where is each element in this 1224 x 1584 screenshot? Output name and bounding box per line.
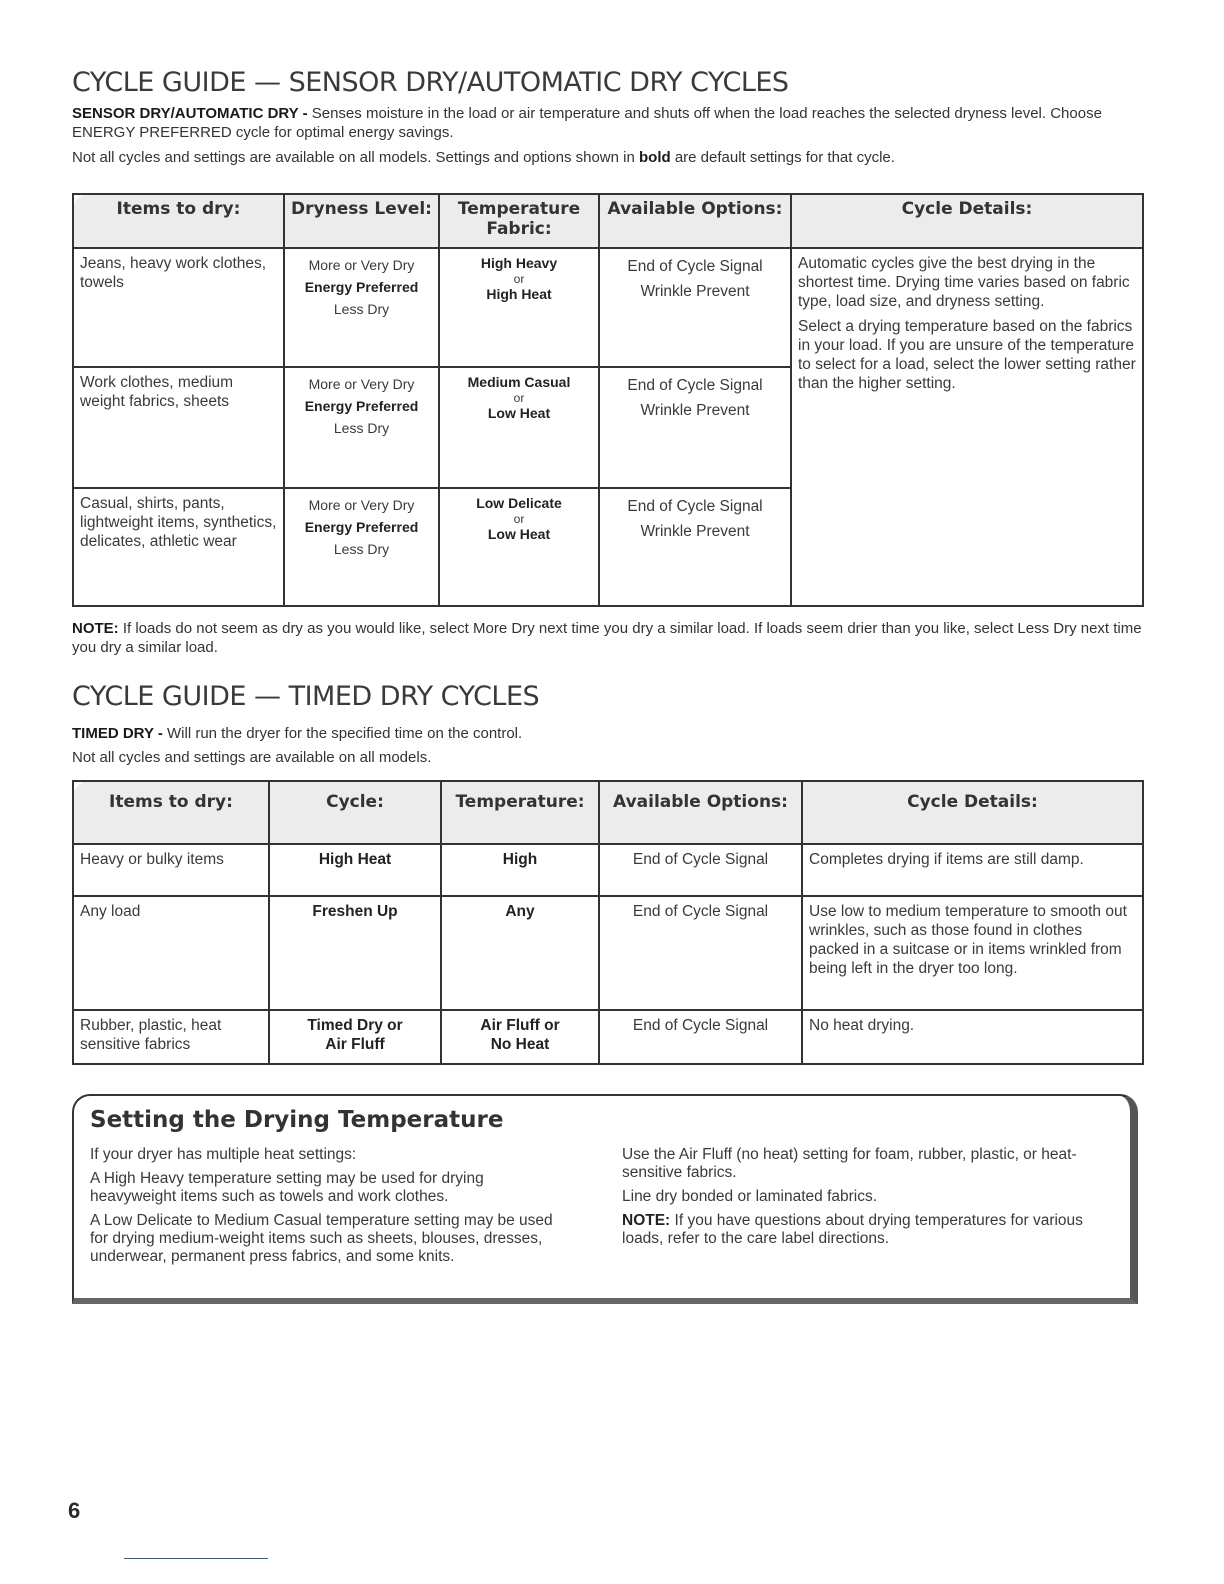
- items-cell: Jeans, heavy work clothes, towels: [73, 248, 284, 367]
- temp-heat: Low Heat: [487, 405, 551, 421]
- callout-note-label: NOTE:: [622, 1212, 671, 1229]
- temp-or: or: [513, 272, 525, 286]
- table-header-row: [73, 781, 1143, 844]
- sensor-dry-title: CYCLE GUIDE — SENSOR DRY/AUTOMATIC DRY CYCLES: [72, 67, 789, 98]
- temp-fabric: Low Delicate: [476, 495, 562, 511]
- callout-paragraph: Line dry bonded or laminated fabrics.: [622, 1188, 878, 1205]
- callout-left-column: [90, 1146, 570, 1272]
- dryness-less: Less Dry: [333, 420, 390, 436]
- header-options: Available Options:: [599, 781, 802, 844]
- dryness-cell: [284, 248, 439, 367]
- note-text-post: are default settings for that cycle.: [670, 149, 895, 166]
- temp-heat: Low Heat: [487, 526, 551, 542]
- options-cell: End of Cycle Signal: [599, 1010, 802, 1064]
- footer-divider: [124, 1558, 268, 1559]
- details-cell: No heat drying.: [802, 1010, 1143, 1064]
- option-wrinkle: Wrinkle Prevent: [640, 283, 750, 300]
- temp-heat: High Heat: [486, 286, 552, 302]
- temperature-cell: High: [441, 844, 599, 896]
- options-cell: [599, 488, 791, 606]
- details-paragraph-2: Select a drying temperature based on the fabrics in your load. If you are unsure of the temperature to select for a load, select the lower setting rather than the higher setting.: [798, 318, 1136, 392]
- option-wrinkle: Wrinkle Prevent: [640, 523, 750, 540]
- option-wrinkle: Wrinkle Prevent: [640, 402, 750, 419]
- timed-dry-intro-text: Will run the dryer for the specified time on the control.: [162, 725, 523, 742]
- dryness-more: More or Very Dry: [308, 497, 415, 513]
- header-cycle: Cycle:: [269, 781, 441, 844]
- items-cell: Casual, shirts, pants, lightweight items, synthetics, delicates, athletic wear: [73, 488, 284, 606]
- dryness-default: Energy Preferred: [304, 519, 419, 535]
- details-paragraph-1: Automatic cycles give the best drying in the shortest time. Drying time varies based on fabric type, load size, and dryness setting.: [798, 255, 1130, 310]
- temperature-cell: [439, 488, 599, 606]
- dryness-cell: [284, 367, 439, 488]
- items-cell: Heavy or bulky items: [73, 844, 269, 896]
- cycle-cell: Timed Dry or Air Fluff: [269, 1010, 441, 1064]
- details-cell: Completes drying if items are still damp.: [802, 844, 1143, 896]
- timed-dry-table: [72, 780, 1144, 1065]
- timed-dry-intro-label: TIMED DRY -: [72, 725, 163, 742]
- timed-dry-intro: [72, 724, 1142, 743]
- callout-note-text: If you have questions about drying temperatures for various loads, refer to the care label directions.: [622, 1212, 1083, 1247]
- header-options: Available Options:: [599, 194, 791, 248]
- dryness-default: Energy Preferred: [304, 279, 419, 295]
- dryness-more: More or Very Dry: [308, 257, 415, 273]
- drying-temperature-callout: [72, 1094, 1138, 1304]
- header-temperature: Temperature:: [441, 781, 599, 844]
- note-label: NOTE:: [72, 620, 119, 637]
- timed-dry-title: CYCLE GUIDE — TIMED DRY CYCLES: [72, 681, 540, 712]
- table-row: [73, 1010, 1143, 1064]
- callout-paragraph: Use the Air Fluff (no heat) setting for foam, rubber, plastic, or heat-sensitive fabrics.: [622, 1146, 1077, 1181]
- option-signal: End of Cycle Signal: [627, 498, 763, 515]
- cycle-cell: High Heat: [269, 844, 441, 896]
- temperature-cell: Air Fluff or No Heat: [441, 1010, 599, 1064]
- option-signal: End of Cycle Signal: [627, 258, 763, 275]
- items-cell: Rubber, plastic, heat sensitive fabrics: [73, 1010, 269, 1064]
- sensor-dry-intro: [72, 104, 1142, 142]
- table-row: [73, 844, 1143, 896]
- table-row: [73, 248, 1143, 367]
- temp-or: or: [513, 391, 525, 405]
- items-cell: Work clothes, medium weight fabrics, sheets: [73, 367, 284, 488]
- callout-paragraph: A High Heavy temperature setting may be used for drying heavyweight items such as towels and work clothes.: [90, 1170, 484, 1205]
- header-dryness: Dryness Level:: [284, 194, 439, 248]
- header-items: Items to dry:: [73, 781, 269, 844]
- options-cell: End of Cycle Signal: [599, 896, 802, 1010]
- table-row: [73, 896, 1143, 1010]
- dryness-less: Less Dry: [333, 301, 390, 317]
- note-text-pre: Not all cycles and settings are available on all models. Settings and options shown in: [72, 149, 639, 166]
- timed-dry-availability-note: Not all cycles and settings are available on all models.: [72, 749, 432, 766]
- options-cell: [599, 248, 791, 367]
- table-header-row: [73, 194, 1143, 248]
- temperature-cell: Any: [441, 896, 599, 1010]
- option-signal: End of Cycle Signal: [627, 377, 763, 394]
- dryness-more: More or Very Dry: [308, 376, 415, 392]
- sensor-dry-availability-note: [72, 148, 1142, 167]
- callout-note: [622, 1212, 1102, 1248]
- dryness-less: Less Dry: [333, 541, 390, 557]
- temp-fabric: High Heavy: [480, 255, 558, 271]
- cycle-cell: Freshen Up: [269, 896, 441, 1010]
- note-text: If loads do not seem as dry as you would like, select More Dry next time you dry a similar load. If loads seem drier than you like, select Less Dry next time you dry a similar load.: [72, 620, 1142, 656]
- header-items: Items to dry:: [73, 194, 284, 248]
- dryness-default: Energy Preferred: [304, 398, 419, 414]
- sensor-dry-table: [72, 193, 1144, 607]
- details-cell: Use low to medium temperature to smooth out wrinkles, such as those found in clothes packed in a suitcase or in items wrinkled from being left in the dryer too long.: [802, 896, 1143, 1010]
- temperature-cell: [439, 248, 599, 367]
- callout-title: Setting the Drying Temperature: [90, 1107, 504, 1133]
- note-text-bold: bold: [639, 149, 671, 166]
- header-temperature: Temperature Fabric:: [439, 194, 599, 248]
- page-number: 6: [68, 1498, 81, 1523]
- sensor-dry-intro-text: Senses moisture in the load or air temperature and shuts off when the load reaches the selected dryness level. Choose ENERGY PREFERRED cycle for optimal energy savings.: [72, 105, 1102, 141]
- callout-paragraph: If your dryer has multiple heat settings:: [90, 1146, 357, 1163]
- callout-paragraph: A Low Delicate to Medium Casual temperature setting may be used for drying medium-weight items such as sheets, blouses, dresses, underwear, permanent press fabrics, and some knits.: [90, 1212, 553, 1265]
- options-cell: End of Cycle Signal: [599, 844, 802, 896]
- temperature-cell: [439, 367, 599, 488]
- callout-right-column: [622, 1146, 1102, 1254]
- dryness-cell: [284, 488, 439, 606]
- items-cell: Any load: [73, 896, 269, 1010]
- header-details: Cycle Details:: [802, 781, 1143, 844]
- sensor-dry-bottom-note: [72, 619, 1142, 657]
- sensor-dry-intro-label: SENSOR DRY/AUTOMATIC DRY -: [72, 105, 308, 122]
- temp-or: or: [513, 512, 525, 526]
- header-details: Cycle Details:: [791, 194, 1143, 248]
- details-cell: [791, 248, 1143, 606]
- options-cell: [599, 367, 791, 488]
- temp-fabric: Medium Casual: [467, 374, 571, 390]
